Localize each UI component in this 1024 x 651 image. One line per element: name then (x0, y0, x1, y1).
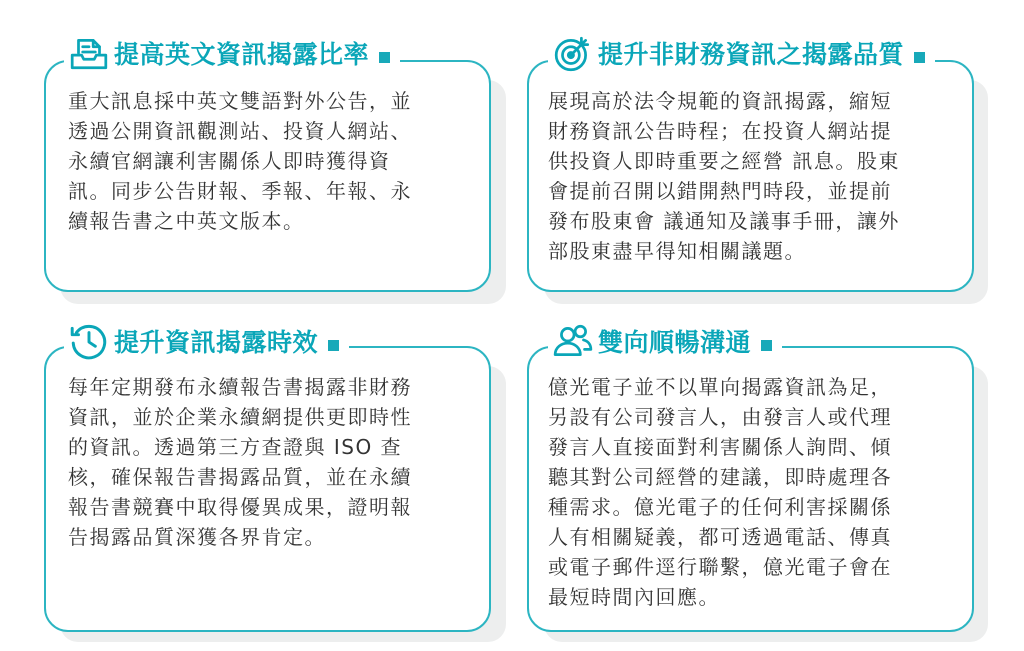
section-title: 提升資訊揭露時效 (114, 328, 319, 357)
document-inbox-icon (68, 32, 110, 74)
body-line: 展現高於法令規範的資訊揭露，縮短 (548, 89, 892, 113)
section-body (548, 372, 962, 612)
body-line: 的資訊。透過第三方查證與 ISO 查 (68, 435, 403, 459)
body-line: 發布股東會 議通知及議事手冊，讓外 (548, 209, 900, 233)
clock-icon (68, 320, 110, 362)
body-line: 種需求。億光電子的任何利害採關係 (548, 495, 892, 519)
title-square-marker (761, 340, 772, 351)
body-line: 每年定期發布永續報告書揭露非財務 (68, 375, 412, 399)
body-line: 最短時間內回應。 (548, 585, 720, 609)
body-line: 或電子郵件逕行聯繫，億光電子會在 (548, 555, 892, 579)
body-line: 人有相關疑義，都可透過電話、傳真 (548, 525, 892, 549)
body-line: 報告書競賽中取得優異成果，證明報 (68, 495, 412, 519)
body-line: 資訊，並於企業永續網提供更即時性 (68, 405, 412, 429)
body-line: 重大訊息採中英文雙語對外公告，並 (68, 89, 412, 113)
title-square-marker (328, 340, 339, 351)
section-body (68, 372, 476, 552)
body-line: 會提前召開以錯開熱門時段，並提前 (548, 179, 892, 203)
body-line: 核，確保報告書揭露品質，並在永續 (68, 465, 412, 489)
body-line: 永續官網讓利害關係人即時獲得資 (68, 149, 391, 173)
body-line: 訊。同步公告財報、季報、年報、永 (68, 179, 412, 203)
users-icon (552, 320, 594, 362)
section-title: 提升非財務資訊之揭露品質 (598, 40, 905, 69)
body-line: 告揭露品質深獲各界肯定。 (68, 525, 326, 549)
body-line: 發言人直接面對利害關係人詢問、傾 (548, 435, 892, 459)
body-line: 聽其對公司經營的建議，即時處理各 (548, 465, 892, 489)
title-square-marker (379, 52, 390, 63)
section-title: 雙向順暢溝通 (598, 328, 752, 357)
section-heading (548, 316, 782, 366)
section-heading (548, 28, 935, 78)
body-line: 億光電子並不以單向揭露資訊為足， (548, 375, 892, 399)
section-heading (64, 28, 400, 78)
body-line: 透過公開資訊觀測站、投資人網站、 (68, 119, 412, 143)
section-title: 提高英文資訊揭露比率 (114, 40, 370, 69)
section-heading (64, 316, 349, 366)
body-line: 財務資訊公告時程；在投資人網站提 (548, 119, 892, 143)
body-line: 供投資人即時重要之經營 訊息。股東 (548, 149, 900, 173)
section-body (548, 86, 962, 266)
title-square-marker (914, 52, 925, 63)
body-line: 續報告書之中英文版本。 (68, 209, 305, 233)
body-line: 部股東盡早得知相關議題。 (548, 239, 806, 263)
body-line: 另設有公司發言人，由發言人或代理 (548, 405, 892, 429)
section-body (68, 86, 476, 236)
target-icon (552, 32, 594, 74)
